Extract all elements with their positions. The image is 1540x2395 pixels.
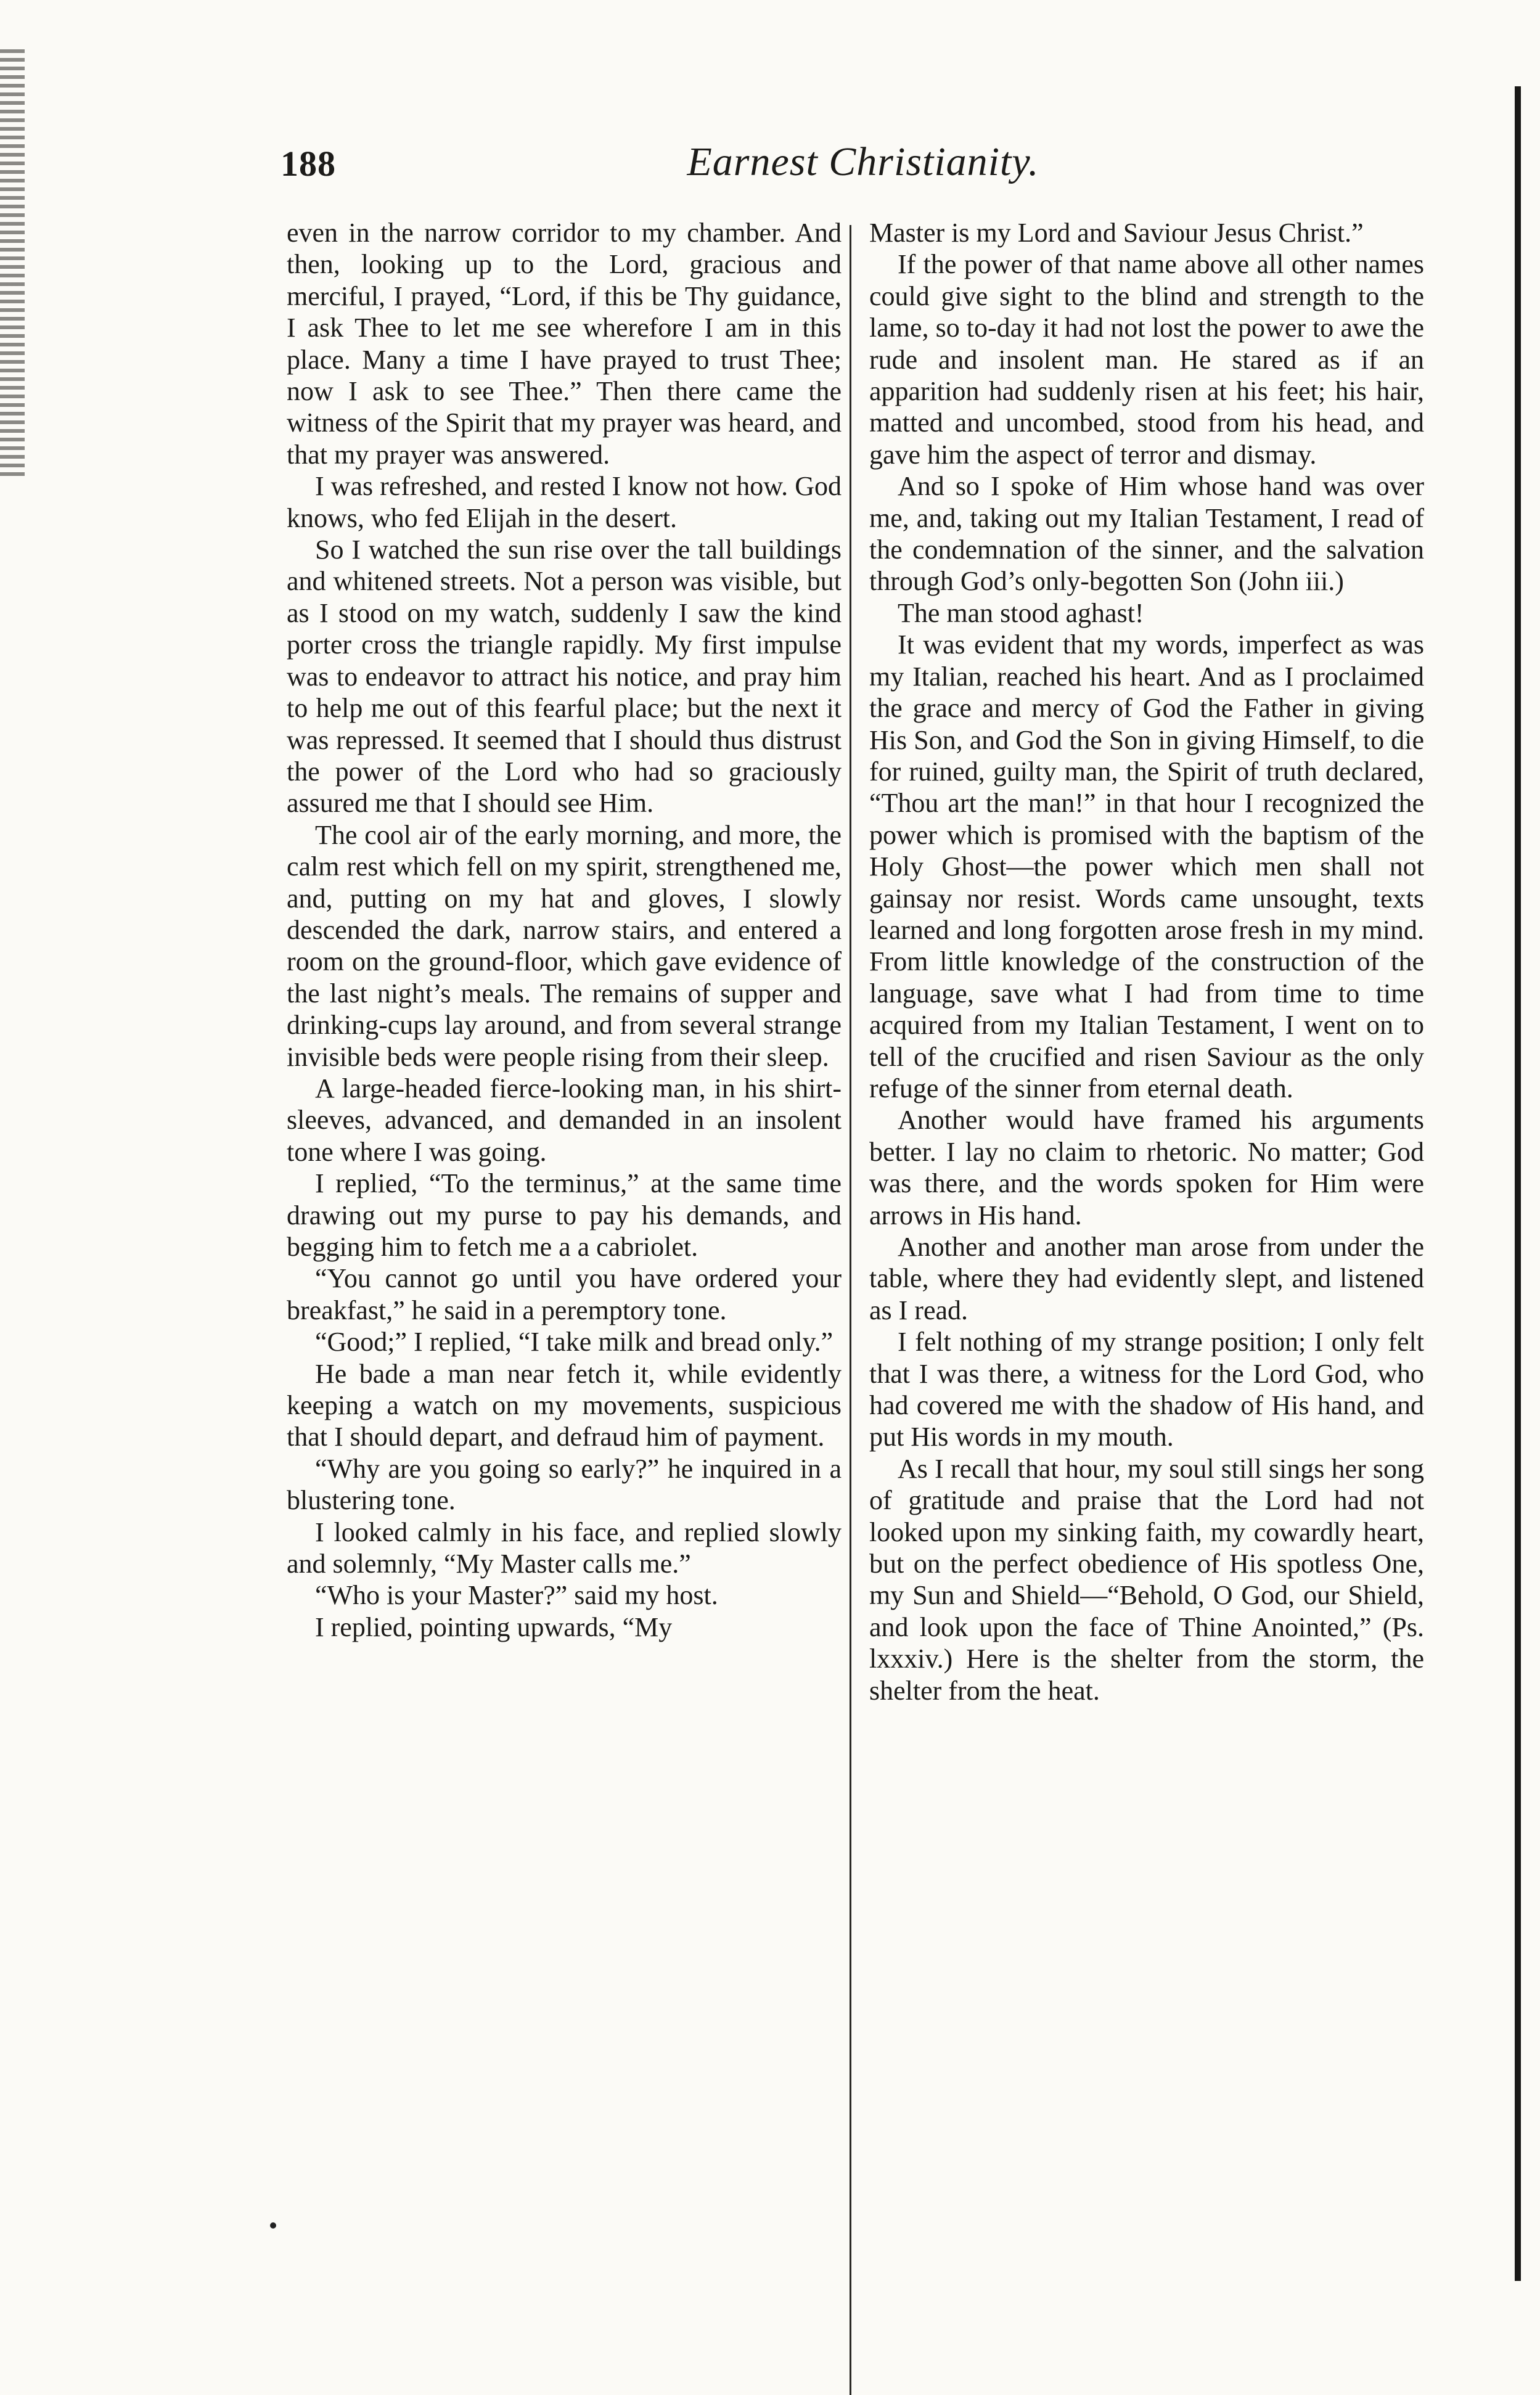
paragraph: It was evident that my words, imperfect as was my Italian, reached his heart. And as I proclaimed the grace and mercy of God the Father in giving His Son, and God the Son in giving Himself, to die for ruined, guilty man, the Spirit of truth declared, “Thou art the man!” in that hour I recognized the power which is promised with the baptism of the Holy Ghost—the power which men shall not gainsay nor resist. Words came unsought, texts learned and long forgotten arose fresh in my mind. From little knowledge of the construction of the language, save what I had from time to time acquired from my Italian Testament, I went on to tell of the crucified and risen Saviour as the only refuge of the sinner from eternal death. bbox=[869, 629, 1424, 1103]
paragraph: As I recall that hour, my soul still sings her song of gratitude and praise that the Lord had not looked upon my sinking faith, my cowardly heart, but on the perfect obedience of His spotless One, my Sun and Shield—“Behold, O God, our Shield, and look upon the face of Thine Anointed,” (Ps. lxxxiv.) Here is the shelter from the storm, the shelter from the heat. bbox=[869, 1453, 1424, 1706]
ink-speck bbox=[270, 2222, 276, 2229]
right-column bbox=[869, 217, 1424, 1706]
paragraph: Another and another man arose from under the table, where they had evidently slept, and listened as I read. bbox=[869, 1232, 1424, 1325]
paragraph: Master is my Lord and Saviour Jesus Christ.” bbox=[869, 218, 1364, 248]
paragraph: I felt nothing of my strange position; I only felt that I was there, a witness for the Lord God, who had covered me with the shadow of His hand, and put His words in my mouth. bbox=[869, 1327, 1424, 1452]
paragraph: And so I spoke of Him whose hand was over me, and, taking out my Italian Testament, I read of the condemnation of the sinner, and the salvation through God’s only-begotten Son (John iii.) bbox=[869, 471, 1424, 597]
paragraph: If the power of that name above all other names could give sight to the blind and strength to the lame, so to-day it had not lost the power to awe the rude and insolent man. He stared as if an apparition had suddenly risen at his feet; his hair, matted and uncombed, stood from his head, and gave him the aspect of terror and dismay. bbox=[869, 249, 1424, 470]
paragraph: “Why are you going so early?” he inquired in a blustering tone. bbox=[287, 1453, 842, 1516]
page-number: 188 bbox=[281, 144, 336, 184]
left-column bbox=[287, 217, 842, 1643]
page-edge-rule bbox=[1515, 86, 1521, 2281]
paragraph: “Good;” I replied, “I take milk and bread only.” bbox=[315, 1327, 833, 1357]
running-title: Earnest Christianity. bbox=[687, 139, 1039, 184]
paragraph: A large-headed fierce-looking man, in his shirt-sleeves, advanced, and demanded in an insolent tone where I was going. bbox=[287, 1073, 842, 1167]
paragraph: “Who is your Master?” said my host. bbox=[315, 1580, 718, 1611]
left-edge-marks bbox=[0, 49, 25, 481]
paragraph: Another would have framed his arguments better. I lay no claim to rhetoric. No matter; God was there, and the words spoken for Him were arrows in His hand. bbox=[869, 1105, 1424, 1230]
paragraph: I was refreshed, and rested I know not how. God knows, who fed Elijah in the desert. bbox=[287, 471, 842, 533]
paragraph: The man stood aghast! bbox=[898, 597, 1144, 628]
paragraph: even in the narrow corridor to my chamber. And then, looking up to the Lord, gracious and merciful, I prayed, “Lord, if this be Thy guidance, I ask Thee to let me see wherefore I am in this place. Many a time I have prayed to trust Thee; now I ask to see Thee.” Then there came the witness of the Spirit that my prayer was heard, and that my prayer was answered. bbox=[287, 218, 842, 470]
paragraph: So I watched the sun rise over the tall buildings and whitened streets. Not a person was visible, but as I stood on my watch, suddenly I saw the kind porter cross the triangle rapidly. My first impulse was to endeavor to attract his notice, and pray him to help me out of this fearful place; but the next it was repressed. It seemed that I should thus distrust the power of the Lord who had so graciously assured me that I should see Him. bbox=[287, 534, 842, 819]
column-divider bbox=[850, 225, 851, 2395]
paragraph: He bade a man near fetch it, while evidently keeping a watch on my movements, suspicious that I should depart, and defraud him of payment. bbox=[287, 1358, 842, 1452]
paragraph: I replied, “To the terminus,” at the same time drawing out my purse to pay his demands, and begging him to fetch me a a cabriolet. bbox=[287, 1168, 842, 1262]
paragraph: I replied, pointing upwards, “My bbox=[315, 1611, 673, 1642]
paragraph: I looked calmly in his face, and replied slowly and solemnly, “My Master calls me.” bbox=[287, 1517, 842, 1579]
paragraph: The cool air of the early morning, and more, the calm rest which fell on my spirit, strengthened me, and, putting on my hat and gloves, I slowly descended the dark, narrow stairs, and entered a room on the ground-floor, which gave evidence of the last night’s meals. The remains of supper and drinking-cups lay around, and from several strange invisible beds were people rising from their sleep. bbox=[287, 819, 842, 1072]
paragraph: “You cannot go until you have ordered your breakfast,” he said in a peremptory tone. bbox=[287, 1263, 842, 1325]
